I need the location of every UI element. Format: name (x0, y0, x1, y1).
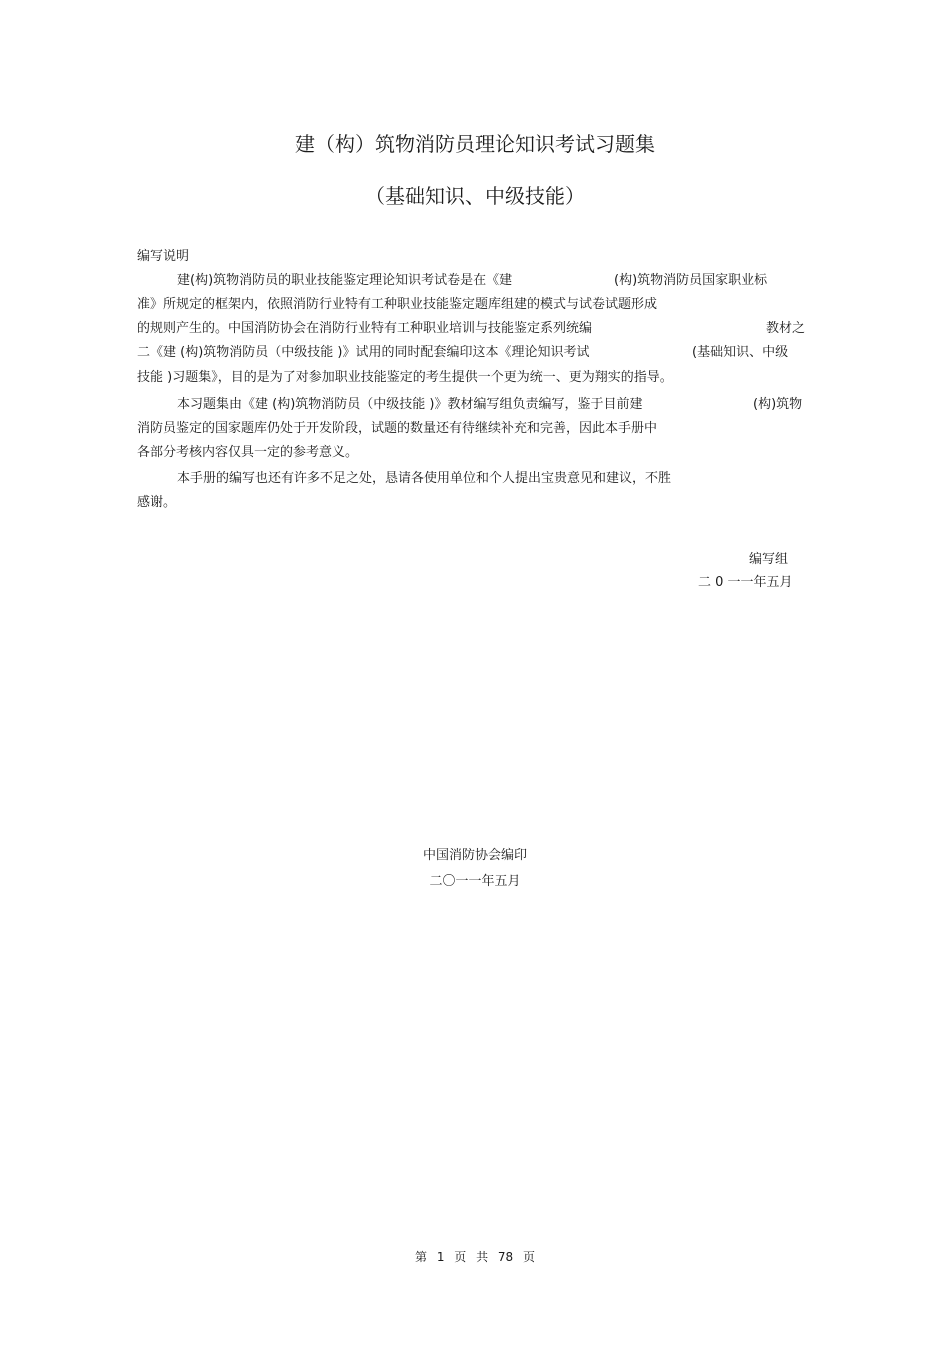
signature-group: 编写组 (749, 552, 789, 567)
paragraph-line: (构)筑物 (753, 397, 803, 412)
signature-date: 二 0 一一年五月 (698, 575, 793, 590)
page-number: 第 1 页 共 78 页 (415, 1250, 535, 1264)
paragraph-line: 教材之 (766, 321, 806, 336)
section-heading: 编写说明 (137, 249, 190, 264)
document-subtitle: （基础知识、中级技能） (365, 184, 585, 208)
paragraph-line: 感谢。 (137, 495, 177, 510)
paragraph-line: 消防员鉴定的国家题库仍处于开发阶段，试题的数量还有待继续补充和完善，因此本手册中 (137, 421, 658, 436)
paragraph-line: 本习题集由《建 (构)筑物消防员（中级技能 )》教材编写组负责编写，鉴于目前建 (177, 397, 643, 412)
paragraph-line: 技能 )习题集》，目的是为了对参加职业技能鉴定的考生提供一个更为统一、更为翔实的指导。 (137, 370, 673, 385)
paragraph-line: 建(构)筑物消防员的职业技能鉴定理论知识考试卷是在《建 (177, 273, 513, 288)
paragraph-line: (基础知识、中级 (692, 345, 789, 360)
paragraph-line: 各部分考核内容仅具一定的参考意义。 (137, 445, 359, 460)
publish-date: 二〇一一年五月 (429, 874, 521, 889)
publisher: 中国消防协会编印 (422, 848, 527, 863)
paragraph-line: 的规则产生的。中国消防协会在消防行业特有工种职业培训与技能鉴定系列统编 (137, 321, 593, 336)
document-title: 建（构）筑物消防员理论知识考试习题集 (295, 132, 655, 156)
paragraph-line: 本手册的编写也还有许多不足之处，恳请各使用单位和个人提出宝贵意见和建议，不胜 (177, 471, 672, 486)
paragraph-line: 二《建 (构)筑物消防员（中级技能 )》试用的同时配套编印这本《理论知识考试 (137, 345, 590, 360)
paragraph-line: (构)筑物消防员国家职业标 (614, 273, 768, 288)
paragraph-line: 准》所规定的框架内，依照消防行业特有工种职业技能鉴定题库组建的模式与试卷试题形成 (137, 297, 658, 312)
